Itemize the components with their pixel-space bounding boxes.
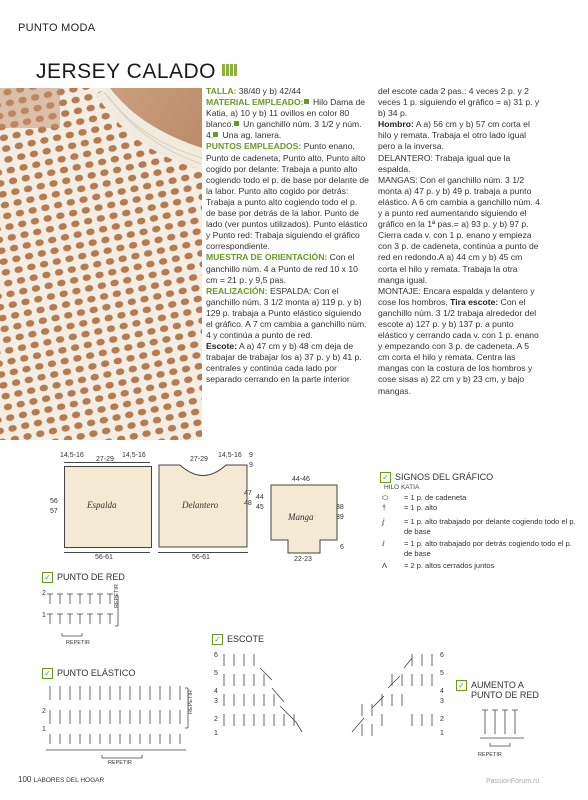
aumento-repetir: REPETIR [478,752,502,758]
dc-icon: † [382,503,387,512]
chart-aumento [456,680,566,758]
escote-row-2: 2 [214,716,218,723]
page-number: 100 [18,775,32,784]
hombro-text: A a) 56 cm y b) 57 cm corta el hilo y remata. Trabaja el otro lado igual pero a la inversa. [378,119,530,152]
del-bottom-dim: 56-61 [192,554,210,561]
fpdc-icon: ⅉ [382,517,385,526]
man-top-dim: 44-46 [292,476,310,483]
esp-bottom-line [64,552,150,553]
section-label: PUNTO MODA [18,22,96,34]
puntos-text: Punto enano, Punto de cadeneta, Punto alto, Punto alto cogido por delante: Trabaja a punto alto cogiendo todo el p. de base por delante de la labor. Punto alto cogido por detrás: Trabaja a punto alto cogiendo todo el p. de base por detrás de la labor. Punto de lado (ver puntos utilizados). Punto elástico y Punto red: Trabaja siguiendo el gráfico correspondiente. [206,141,369,252]
symbol-fpdc: = 1 p. alto trabajado por delante cogiendo todo el p. de base [404,517,576,536]
escote-row-6: 6 [214,652,218,659]
del-side-c: 44 [256,494,264,501]
check-icon: ✓ [42,572,53,583]
talla-text: 38/40 y b) 42/44 [236,86,301,96]
magazine-name: LABORES DEL HOGAR [33,777,105,784]
escote-row-4: 4 [214,688,218,695]
delantero-label: Delantero [182,500,219,510]
sweater-photo [0,88,202,440]
realizacion-text: ESPALDA: Con el ganchillo núm. 3 1/2 monta a) 119 p. y b) 129 p. trabaja a Punto elástico siguiendo el gráfico. A 7 cm cambia a ganchillo núm. 4 y continúa a punto de red. [206,285,367,341]
esp-dim-left: 14,5-16 [60,452,84,459]
dc2tog-icon: Λ [382,561,388,570]
yarn-icon [222,64,238,76]
escote-row-1: 1 [214,730,218,737]
escote-r-row-3: 3 [440,698,444,705]
page-title [36,60,238,84]
bullet-icon [213,132,218,137]
bpdc-icon: ⅈ [382,539,385,548]
del-dim-right: 14,5-16 [218,452,242,459]
delantero-text: DELANTERO: Trabaja igual que la espalda. [378,152,511,174]
check-icon: ✓ [456,680,467,691]
montaje-text: MONTAJE: Encara espalda y delantero y cose los hombros. [378,285,535,307]
elastico-title: PUNTO ELÁSTICO [57,668,136,678]
escote-r-row-2: 2 [440,716,444,723]
man-bottom-dim: 22-23 [294,556,312,563]
muestra-label: MUESTRA DE ORIENTACIÓN: [206,252,328,263]
esp-side-b: 57 [50,508,58,515]
escote-text: A a) 47 cm y b) 48 cm deja de trabajar de trabajar los a) 37 p. y b) 41 p. centrales y continúa cada lado por separado cerrando en la parte interior [206,341,362,385]
esp-dim-right: 14,5-16 [122,452,146,459]
chart-escote [212,634,444,737]
brand-label: HILO KATIA [384,484,420,491]
tira-text: Con el ganchillo núm. 3 1/2 trabaja alrededor del escote a) 127 p. y b) 137 p. a punto elástico y cerrando cada v. con 1 p. enano y empezando con 3 p. de cadeneta. A 5 cm corta el hilo y remata. Centra las mangas con la costura de los hombros y cose sisas a) 22 cm y b) 23 cm, y bajo mangas. [378,296,539,396]
symbol-dc: = 1 p. alto [404,503,438,512]
red-row-2: 2 [42,590,46,597]
hombro-label: Hombro: [378,119,414,130]
red-repetir-v: REPETIR [114,584,120,608]
esp-dim-center: 27-29 [96,456,114,463]
puntos-label: PUNTOS EMPLEADOS: [206,141,302,152]
red-row-1: 1 [42,612,46,619]
red-repetir-h: REPETIR [66,640,90,646]
escote-r-row-4: 4 [440,688,444,695]
aumento-chart-diagram [476,704,536,754]
escote-r-row-1: 1 [440,730,444,737]
esp-bottom-dim: 56-61 [95,554,113,561]
material-text-2: Un ganchillo núm. 3 1/2 y núm. 4. [206,119,362,141]
elastico-row-2: 2 [42,708,46,715]
instructions-column-2 [378,86,540,397]
man-six: 6 [340,544,344,551]
escote-continued-text: del escote cada 2 pas.: 4 veces 2 p. y 2 veces 1 p. siguiendo el gráfico = a) 31 p. y b) 34 p. [378,86,540,119]
elastico-chart-diagram [42,680,202,770]
symbol-chain: = 1 p. de cadeneta [404,493,467,502]
bullet-icon [234,121,239,126]
check-icon: ✓ [212,634,223,645]
material-text-3: Una ag. lanera. [220,130,282,141]
red-chart-diagram [42,586,142,646]
realizacion-label: REALIZACIÓN: [206,285,268,296]
espalda-shape [64,466,152,548]
esp-top-line [64,462,150,463]
symbols-legend [380,472,580,571]
aumento-title: AUMENTO A PUNTO DE RED [471,680,539,700]
del-bottom-line [158,552,248,553]
elastico-row-1: 1 [42,726,46,733]
material-text: Hilo Dama de Katia, a) 10 y b) 11 ovillos en color 80 blanco. [206,97,366,130]
del-side-a: 47 [244,490,252,497]
title-text: JERSEY CALADO [36,60,217,83]
watermark: PassionForum.ru [486,778,540,785]
tira-label: Tira escote: [447,296,499,307]
chain-icon: ⬭ [382,493,389,502]
del-dim-center: 27-29 [190,456,208,463]
del-right-b: 9 [249,462,253,469]
elastico-repetir-h: REPETIR [108,760,132,766]
check-icon: ✓ [42,668,53,679]
red-title: PUNTO DE RED [57,572,125,582]
chart-punto-red [42,572,125,646]
symbol-bpdc: = 1 p. alto trabajado por detrás cogiendo todo el p. de base [404,539,572,558]
talla-label: TALLA: [206,86,237,96]
symbols-title: SIGNOS DEL GRÁFICO [395,472,494,482]
check-icon: ✓ [380,472,391,483]
escote-chart-diagram [212,648,442,748]
manga-label: Manga [288,512,314,522]
chart-punto-elastico [42,668,194,766]
esp-side-a: 56 [50,498,58,505]
del-side-d: 45 [256,504,264,511]
del-right-a: 9 [249,452,253,459]
del-side-b: 48 [244,500,252,507]
material-label: MATERIAL EMPLEADO: [206,97,304,108]
escote-row-3: 3 [214,698,218,705]
espalda-label: Espalda [87,500,117,510]
bullet-icon [304,99,309,104]
escote-title: ESCOTE [227,634,265,644]
page-footer [18,775,104,784]
pattern-schematic [0,450,360,570]
escote-r-row-5: 5 [440,670,444,677]
man-side-b: 39 [336,514,344,521]
muestra-text: Con el ganchillo núm. 4 a Punto de red 10 x 10 cm = 21 p. y 9,5 pas. [206,252,358,285]
symbol-dc2tog: = 2 p. altos cerrados juntos [404,561,495,570]
escote-r-row-6: 6 [440,652,444,659]
escote-row-5: 5 [214,670,218,677]
mangas-text: MANGAS: Con el ganchillo núm. 3 1/2 monta a) 47 p. y b) 49 p. trabaja a punto elástico. A 6 cm cambia a ganchillo núm. 4 y a punto red aumentando siguiendo el gráfico en la 1ª pas.= a) 93 p. y b) 97 p. Cierra cada v. con 1 p. enano y empieza con 3 p. de cadeneta, continúa a punto de red en redondo.A a) 44 cm y b) 45 cm corta el hilo y remata. Trabaja la otra manga igual. [378,174,540,285]
escote-label: Escote: [206,341,238,352]
man-side-a: 38 [336,504,344,511]
elastico-repetir-v: REPETIR [188,690,194,714]
instructions-column-1 [206,86,369,386]
